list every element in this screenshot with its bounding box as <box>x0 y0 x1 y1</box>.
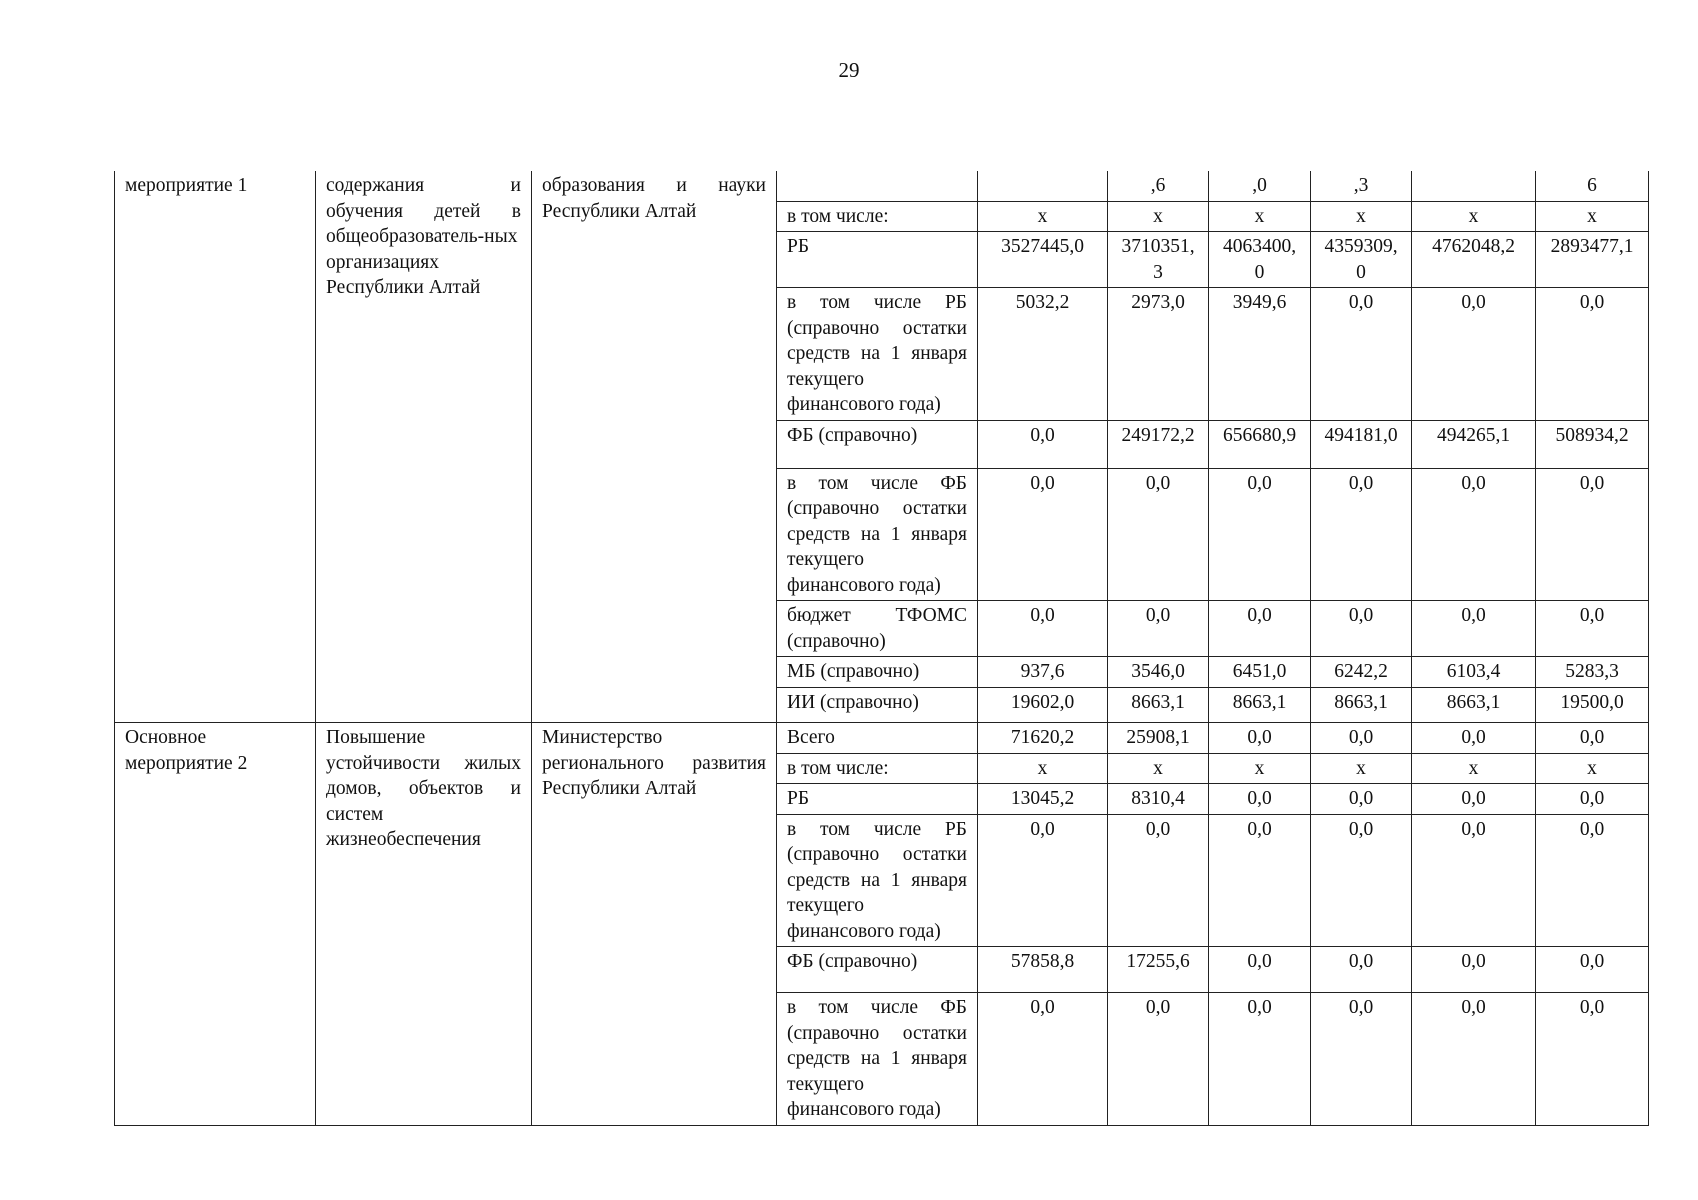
value-cell: 6103,4 <box>1412 657 1536 688</box>
value-cell: 0,0 <box>978 601 1108 657</box>
value-cell: 249172,2 <box>1108 420 1209 468</box>
value-cell: x <box>1209 201 1311 232</box>
value-cell: 494265,1 <box>1412 420 1536 468</box>
value-cell: 3710351,3 <box>1108 232 1209 288</box>
value-cell: 6242,2 <box>1311 657 1412 688</box>
value-cell: x <box>1108 201 1209 232</box>
value-cell: x <box>1209 753 1311 784</box>
value-cell: x <box>1412 753 1536 784</box>
value-cell <box>1412 171 1536 201</box>
value-cell: 0,0 <box>1412 947 1536 993</box>
value-cell: 0,0 <box>1209 814 1311 947</box>
value-cell: x <box>1536 753 1649 784</box>
responsible-executor-cell: Министерство регионального развития Республики Алтай <box>532 723 777 1126</box>
value-cell: 5283,3 <box>1536 657 1649 688</box>
value-cell: 2893477,1 <box>1536 232 1649 288</box>
value-cell: 0,0 <box>1108 468 1209 601</box>
value-cell: 0,0 <box>1412 468 1536 601</box>
value-cell: 0,0 <box>1311 601 1412 657</box>
value-cell: 0,0 <box>1311 468 1412 601</box>
funding-source-cell: РБ <box>777 232 978 288</box>
funding-source-cell <box>777 171 978 201</box>
value-cell: 0,0 <box>1536 601 1649 657</box>
table-body <box>115 171 1649 1125</box>
value-cell: 0,0 <box>978 468 1108 601</box>
value-cell: 0,0 <box>1412 993 1536 1126</box>
value-cell: 25908,1 <box>1108 723 1209 754</box>
value-cell: 0,0 <box>1536 947 1649 993</box>
value-cell: x <box>1412 201 1536 232</box>
value-cell: x <box>1536 201 1649 232</box>
funding-source-cell: в том числе: <box>777 201 978 232</box>
value-cell: 2973,0 <box>1108 288 1209 421</box>
value-cell: ,6 <box>1108 171 1209 201</box>
table-row <box>115 723 1649 754</box>
event-name-cell: Основное мероприятие 2 <box>115 723 316 1126</box>
value-cell: 0,0 <box>1536 723 1649 754</box>
value-cell: 17255,6 <box>1108 947 1209 993</box>
value-cell: 4762048,2 <box>1412 232 1536 288</box>
value-cell: 937,6 <box>978 657 1108 688</box>
value-cell: 4359309,0 <box>1311 232 1412 288</box>
value-cell: 8663,1 <box>1412 688 1536 723</box>
value-cell <box>978 171 1108 201</box>
value-cell: 0,0 <box>978 814 1108 947</box>
event-name-cell: мероприятие 1 <box>115 171 316 723</box>
value-cell: 19500,0 <box>1536 688 1649 723</box>
value-cell: 13045,2 <box>978 784 1108 815</box>
value-cell: 0,0 <box>1412 601 1536 657</box>
event-description-cell: содержания и обучения детей в общеобразователь-ных организациях Республики Алтай <box>316 171 532 723</box>
value-cell: 8663,1 <box>1108 688 1209 723</box>
funding-source-cell: бюджет ТФОМС (справочно) <box>777 601 978 657</box>
value-cell: 0,0 <box>1536 814 1649 947</box>
funding-source-cell: в том числе РБ (справочно остатки средств на 1 января текущего финансового года) <box>777 814 978 947</box>
value-cell: 0,0 <box>1311 814 1412 947</box>
value-cell: 0,0 <box>1108 993 1209 1126</box>
value-cell: 0,0 <box>1412 784 1536 815</box>
value-cell: 0,0 <box>1412 814 1536 947</box>
value-cell: 0,0 <box>1108 814 1209 947</box>
value-cell: 656680,9 <box>1209 420 1311 468</box>
value-cell: 6 <box>1536 171 1649 201</box>
value-cell: x <box>1108 753 1209 784</box>
value-cell: 508934,2 <box>1536 420 1649 468</box>
value-cell: 0,0 <box>1536 288 1649 421</box>
value-cell: 494181,0 <box>1311 420 1412 468</box>
value-cell: 0,0 <box>1412 723 1536 754</box>
value-cell: x <box>1311 753 1412 784</box>
funding-source-cell: Всего <box>777 723 978 754</box>
table-row <box>115 171 1649 201</box>
value-cell: 8663,1 <box>1311 688 1412 723</box>
value-cell: 0,0 <box>1311 947 1412 993</box>
value-cell: ,3 <box>1311 171 1412 201</box>
value-cell: x <box>978 201 1108 232</box>
value-cell: 0,0 <box>978 993 1108 1126</box>
funding-source-cell: ФБ (справочно) <box>777 947 978 993</box>
value-cell: 0,0 <box>1536 784 1649 815</box>
value-cell: 0,0 <box>1412 288 1536 421</box>
value-cell: 3546,0 <box>1108 657 1209 688</box>
value-cell: 0,0 <box>1209 784 1311 815</box>
funding-source-cell: ИИ (справочно) <box>777 688 978 723</box>
funding-source-cell: МБ (справочно) <box>777 657 978 688</box>
value-cell: 71620,2 <box>978 723 1108 754</box>
value-cell: 3949,6 <box>1209 288 1311 421</box>
funding-source-cell: ФБ (справочно) <box>777 420 978 468</box>
value-cell: 0,0 <box>1108 601 1209 657</box>
funding-source-cell: в том числе: <box>777 753 978 784</box>
value-cell: 3527445,0 <box>978 232 1108 288</box>
value-cell: 0,0 <box>1209 993 1311 1126</box>
funding-source-cell: в том числе РБ (справочно остатки средств на 1 января текущего финансового года) <box>777 288 978 421</box>
value-cell: 19602,0 <box>978 688 1108 723</box>
value-cell: 5032,2 <box>978 288 1108 421</box>
page-number: 29 <box>838 58 860 82</box>
value-cell: 0,0 <box>1311 723 1412 754</box>
value-cell: 0,0 <box>1209 723 1311 754</box>
value-cell: 0,0 <box>1311 288 1412 421</box>
funding-source-cell: в том числе ФБ (справочно остатки средств на 1 января текущего финансового года) <box>777 468 978 601</box>
value-cell: 4063400,0 <box>1209 232 1311 288</box>
value-cell: 0,0 <box>1311 993 1412 1126</box>
funding-source-cell: в том числе ФБ (справочно остатки средств на 1 января текущего финансового года) <box>777 993 978 1126</box>
funding-source-cell: РБ <box>777 784 978 815</box>
value-cell: 0,0 <box>1536 468 1649 601</box>
value-cell: 0,0 <box>978 420 1108 468</box>
value-cell: 0,0 <box>1209 601 1311 657</box>
value-cell: 8310,4 <box>1108 784 1209 815</box>
value-cell: 0,0 <box>1536 993 1649 1126</box>
value-cell: 57858,8 <box>978 947 1108 993</box>
value-cell: x <box>978 753 1108 784</box>
value-cell: 6451,0 <box>1209 657 1311 688</box>
value-cell: 0,0 <box>1311 784 1412 815</box>
funding-table <box>114 171 1649 1126</box>
value-cell: x <box>1311 201 1412 232</box>
event-description-cell: Повышение устойчивости жилых домов, объектов и систем жизнеобеспечения <box>316 723 532 1126</box>
value-cell: ,0 <box>1209 171 1311 201</box>
value-cell: 8663,1 <box>1209 688 1311 723</box>
value-cell: 0,0 <box>1209 947 1311 993</box>
responsible-executor-cell: образования и науки Республики Алтай <box>532 171 777 723</box>
value-cell: 0,0 <box>1209 468 1311 601</box>
